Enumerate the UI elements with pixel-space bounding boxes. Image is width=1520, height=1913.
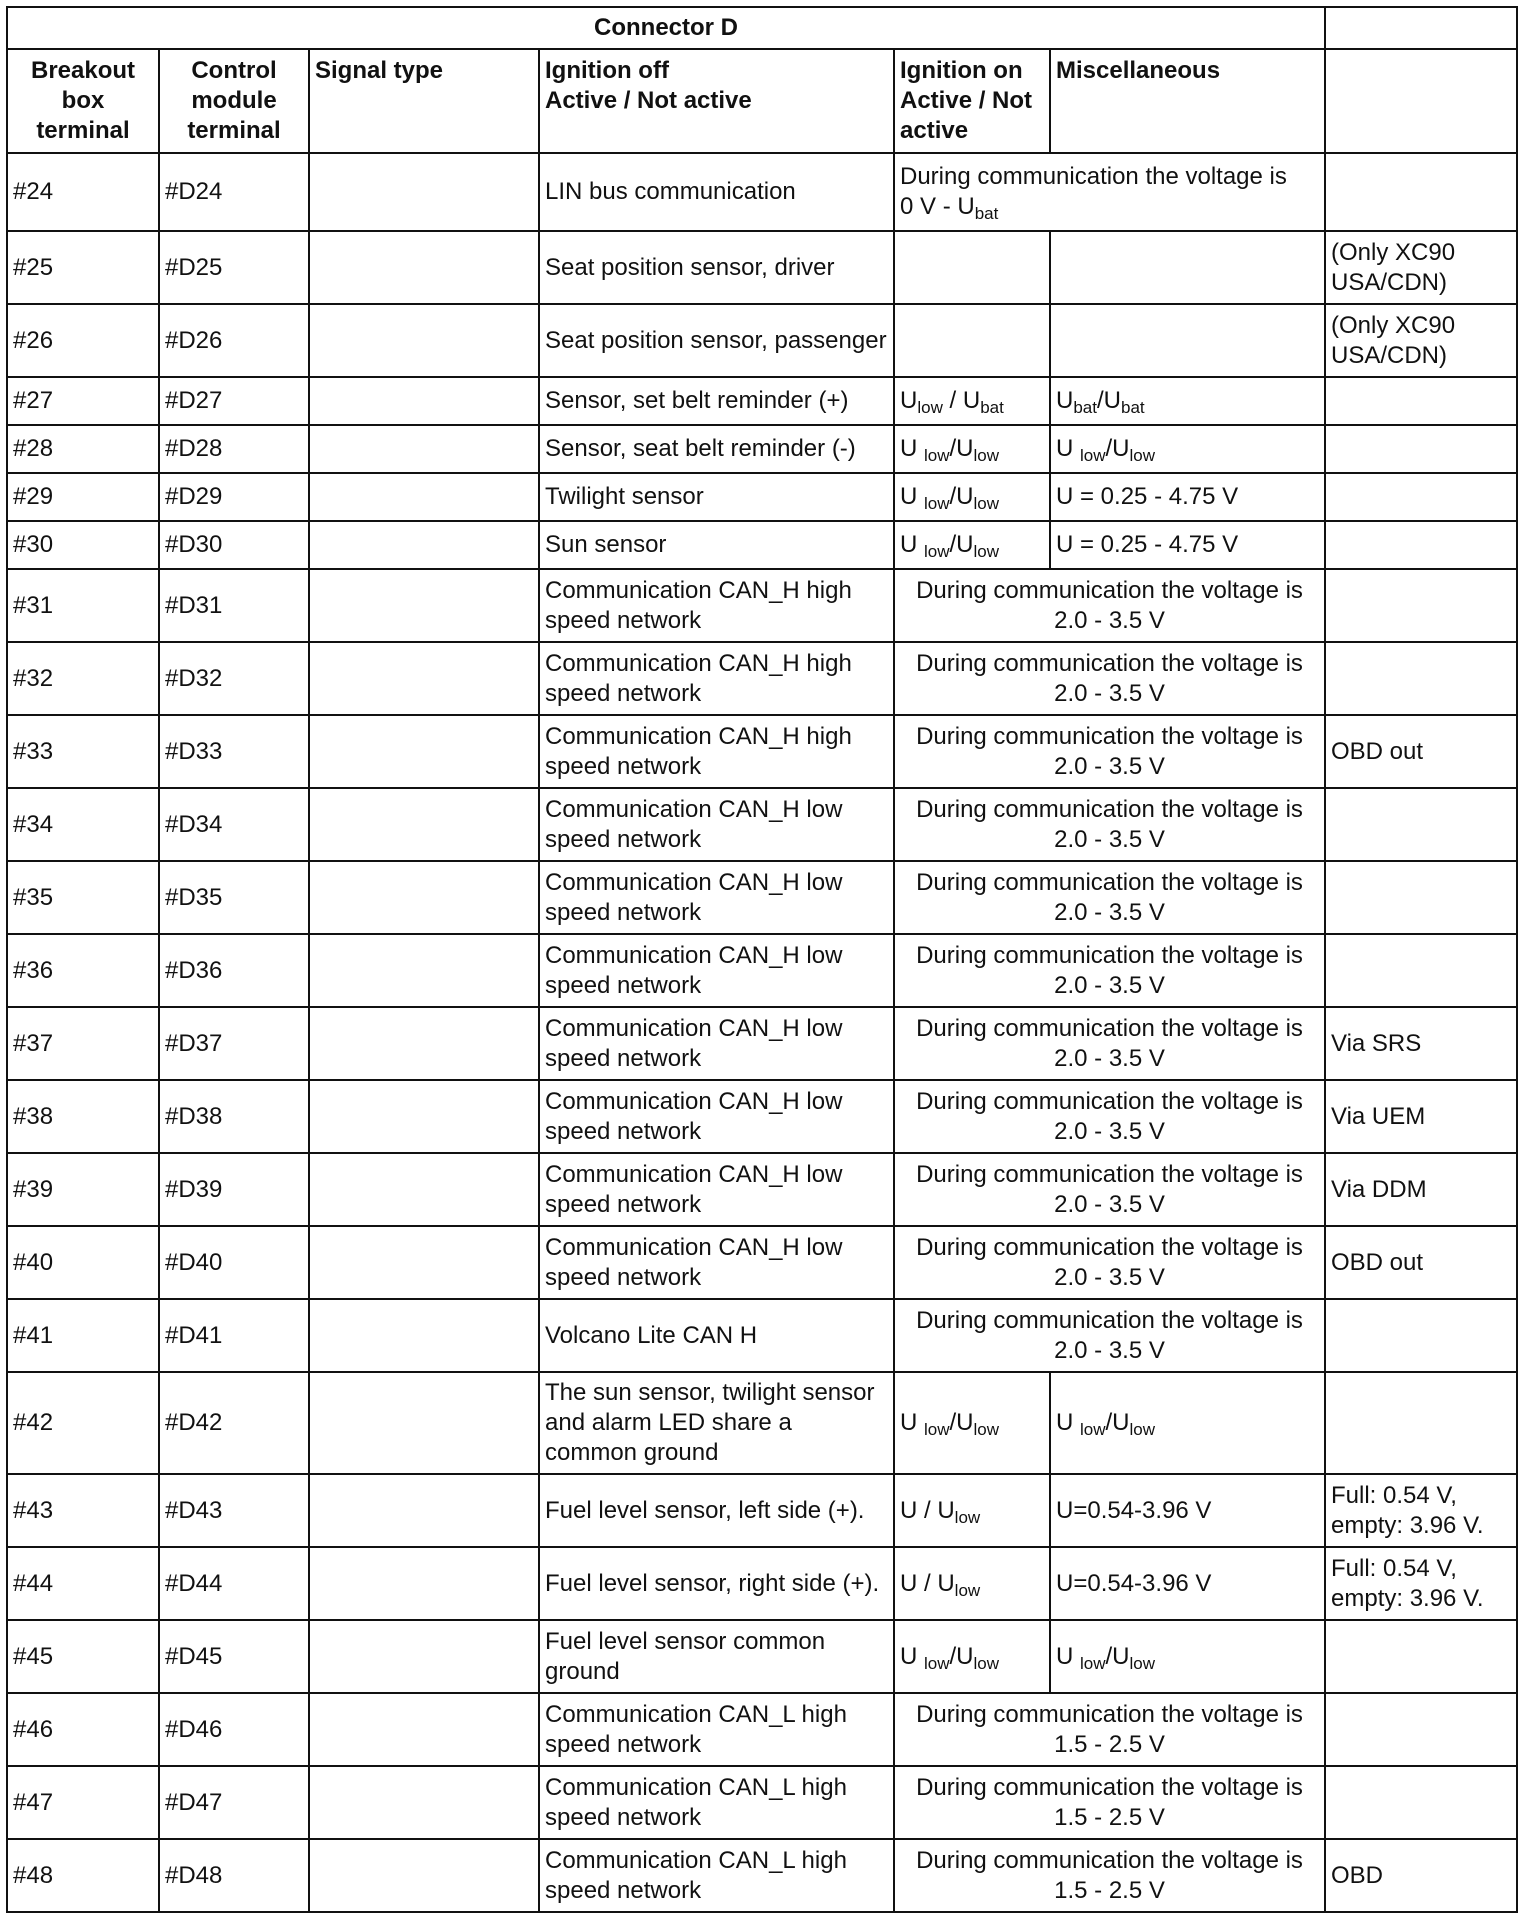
note-cell xyxy=(1325,153,1517,231)
control-terminal-cell: #D37 xyxy=(159,1007,309,1080)
breakout-terminal-cell: #24 xyxy=(7,153,159,231)
table-row xyxy=(7,231,1517,304)
signal-type-cell xyxy=(309,569,539,642)
voltage-line-1: During communication the voltage is xyxy=(916,795,1303,823)
note-cell xyxy=(1325,1620,1517,1693)
breakout-terminal-cell: #48 xyxy=(7,1839,159,1912)
voltage-line-2: 2.0 - 3.5 V xyxy=(1054,606,1165,634)
control-terminal-cell: #D31 xyxy=(159,569,309,642)
control-terminal-cell: #D25 xyxy=(159,231,309,304)
voltage-line-2: 2.0 - 3.5 V xyxy=(1054,898,1165,926)
note-cell xyxy=(1325,934,1517,1007)
control-terminal-cell: #D46 xyxy=(159,1693,309,1766)
control-terminal-cell: #D33 xyxy=(159,715,309,788)
description-cell: Communication CAN_L high speed network xyxy=(539,1693,894,1766)
table-row xyxy=(7,1007,1517,1080)
breakout-terminal-cell: #27 xyxy=(7,377,159,425)
description-cell: Communication CAN_L high speed network xyxy=(539,1839,894,1912)
voltage-merged-cell xyxy=(894,569,1325,642)
control-terminal-cell: #D34 xyxy=(159,788,309,861)
header-ignition-off-line2: Active / Not active xyxy=(545,87,752,114)
header-ignition-on: Ignition on Active / Not active xyxy=(894,49,1050,153)
note-cell xyxy=(1325,1693,1517,1766)
signal-type-cell xyxy=(309,153,539,231)
ignition-on-cell: U $_{low}/U_{low}$ xyxy=(894,425,1050,473)
voltage-line-1: During communication the voltage is xyxy=(916,1087,1303,1115)
description-cell: Fuel level sensor, right side (+). xyxy=(539,1547,894,1620)
table-row xyxy=(7,377,1517,425)
note-cell: Full: 0.54 V, empty: 3.96 V. xyxy=(1325,1474,1517,1547)
description-cell: Communication CAN_H low speed network xyxy=(539,861,894,934)
voltage-merged-cell xyxy=(894,1839,1325,1912)
table-row xyxy=(7,1226,1517,1299)
signal-type-cell xyxy=(309,1839,539,1912)
table-row xyxy=(7,569,1517,642)
voltage-merged-cell xyxy=(894,1299,1325,1372)
signal-type-cell xyxy=(309,1693,539,1766)
table-row xyxy=(7,715,1517,788)
voltage-line-2: 1.5 - 2.5 V xyxy=(1054,1803,1165,1831)
breakout-terminal-cell: #30 xyxy=(7,521,159,569)
voltage-line-1: During communication the voltage is xyxy=(916,576,1303,604)
table-row xyxy=(7,1766,1517,1839)
voltage-line-1: During communication the voltage is xyxy=(916,1700,1303,1728)
note-cell: OBD out xyxy=(1325,1226,1517,1299)
description-cell: Sun sensor xyxy=(539,521,894,569)
note-cell: Via DDM xyxy=(1325,1153,1517,1226)
control-terminal-cell: #D35 xyxy=(159,861,309,934)
breakout-terminal-cell: #33 xyxy=(7,715,159,788)
breakout-terminal-cell: #45 xyxy=(7,1620,159,1693)
control-terminal-cell: #D28 xyxy=(159,425,309,473)
control-terminal-cell: #D26 xyxy=(159,304,309,377)
miscellaneous-cell xyxy=(1050,304,1325,377)
control-terminal-cell: #D29 xyxy=(159,473,309,521)
table-row xyxy=(7,1474,1517,1547)
signal-type-cell xyxy=(309,1153,539,1226)
ignition-on-cell: U $_{low}/U_{low}$ xyxy=(894,1372,1050,1474)
description-cell: Communication CAN_H low speed network xyxy=(539,1007,894,1080)
breakout-terminal-cell: #37 xyxy=(7,1007,159,1080)
description-cell: Communication CAN_H high speed network xyxy=(539,642,894,715)
ignition-on-cell: U / $U_{low}$ xyxy=(894,1547,1050,1620)
table-row xyxy=(7,153,1517,231)
table-row xyxy=(7,788,1517,861)
voltage-line-2: 1.5 - 2.5 V xyxy=(1054,1876,1165,1904)
voltage-line-1: During communication the voltage is xyxy=(916,868,1303,896)
note-cell xyxy=(1325,788,1517,861)
table-body xyxy=(7,153,1517,1912)
note-cell xyxy=(1325,425,1517,473)
breakout-terminal-cell: #43 xyxy=(7,1474,159,1547)
breakout-terminal-cell: #35 xyxy=(7,861,159,934)
control-terminal-cell: #D30 xyxy=(159,521,309,569)
description-cell: Sensor, seat belt reminder (-) xyxy=(539,425,894,473)
voltage-merged-cell xyxy=(894,642,1325,715)
header-breakout-box-terminal: Breakout box terminal xyxy=(7,49,159,153)
control-terminal-cell: #D47 xyxy=(159,1766,309,1839)
breakout-terminal-cell: #47 xyxy=(7,1766,159,1839)
ignition-on-cell xyxy=(894,304,1050,377)
note-cell xyxy=(1325,521,1517,569)
miscellaneous-cell: U $_{low}/U_{low}$ xyxy=(1050,1620,1325,1693)
ignition-on-cell: U $_{low}/U_{low}$ xyxy=(894,521,1050,569)
signal-type-cell xyxy=(309,1372,539,1474)
note-cell xyxy=(1325,1766,1517,1839)
signal-type-cell xyxy=(309,1080,539,1153)
control-terminal-cell: #D32 xyxy=(159,642,309,715)
voltage-line-1: During communication the voltage is xyxy=(916,1306,1303,1334)
table-row xyxy=(7,1080,1517,1153)
breakout-terminal-cell: #25 xyxy=(7,231,159,304)
note-cell: OBD out xyxy=(1325,715,1517,788)
description-cell: Twilight sensor xyxy=(539,473,894,521)
signal-type-cell xyxy=(309,231,539,304)
miscellaneous-cell: U $_{low}/U_{low}$ xyxy=(1050,1372,1325,1474)
description-cell: Seat position sensor, driver xyxy=(539,231,894,304)
voltage-merged-cell xyxy=(894,861,1325,934)
description-cell: Communication CAN_H low speed network xyxy=(539,788,894,861)
description-cell: Communication CAN_H low speed network xyxy=(539,1080,894,1153)
control-terminal-cell: #D38 xyxy=(159,1080,309,1153)
header-signal-type: Signal type xyxy=(309,49,539,153)
control-terminal-cell: #D40 xyxy=(159,1226,309,1299)
breakout-terminal-cell: #29 xyxy=(7,473,159,521)
breakout-terminal-cell: #39 xyxy=(7,1153,159,1226)
header-miscellaneous: Miscellaneous xyxy=(1050,49,1325,153)
description-cell: Communication CAN_H high speed network xyxy=(539,715,894,788)
breakout-terminal-cell: #44 xyxy=(7,1547,159,1620)
voltage-line-2: 2.0 - 3.5 V xyxy=(1054,1190,1165,1218)
control-terminal-cell: #D41 xyxy=(159,1299,309,1372)
breakout-terminal-cell: #40 xyxy=(7,1226,159,1299)
voltage-line-2: 2.0 - 3.5 V xyxy=(1054,1263,1165,1291)
voltage-line-1: During communication the voltage is xyxy=(916,941,1303,969)
signal-type-cell xyxy=(309,715,539,788)
voltage-merged-cell xyxy=(894,788,1325,861)
control-terminal-cell: #D24 xyxy=(159,153,309,231)
breakout-terminal-cell: #46 xyxy=(7,1693,159,1766)
table-row xyxy=(7,1372,1517,1474)
miscellaneous-cell: U=0.54-3.96 V xyxy=(1050,1474,1325,1547)
breakout-terminal-cell: #32 xyxy=(7,642,159,715)
voltage-line-1: During communication the voltage is xyxy=(916,1014,1303,1042)
voltage-line-1: During communication the voltage is xyxy=(916,722,1303,750)
breakout-terminal-cell: #41 xyxy=(7,1299,159,1372)
table-row xyxy=(7,642,1517,715)
note-cell xyxy=(1325,569,1517,642)
breakout-terminal-cell: #31 xyxy=(7,569,159,642)
table-row xyxy=(7,1693,1517,1766)
control-terminal-cell: #D48 xyxy=(159,1839,309,1912)
voltage-merged-cell xyxy=(894,715,1325,788)
description-cell: Communication CAN_H low speed network xyxy=(539,1153,894,1226)
miscellaneous-cell: U = 0.25 - 4.75 V xyxy=(1050,521,1325,569)
voltage-line-1: During communication the voltage is xyxy=(916,1846,1303,1874)
signal-type-cell xyxy=(309,1226,539,1299)
header-control-module-terminal: Control module terminal xyxy=(159,49,309,153)
table-row xyxy=(7,1299,1517,1372)
description-cell: Fuel level sensor, left side (+). xyxy=(539,1474,894,1547)
signal-type-cell xyxy=(309,934,539,1007)
table-row xyxy=(7,521,1517,569)
note-cell xyxy=(1325,1299,1517,1372)
description-cell: Sensor, set belt reminder (+) xyxy=(539,377,894,425)
table-row xyxy=(7,1839,1517,1912)
control-terminal-cell: #D36 xyxy=(159,934,309,1007)
voltage-line-2: 1.5 - 2.5 V xyxy=(1054,1730,1165,1758)
description-cell: Seat position sensor, passenger xyxy=(539,304,894,377)
ignition-on-cell: U $_{low}/U_{low}$ xyxy=(894,1620,1050,1693)
note-cell xyxy=(1325,642,1517,715)
breakout-terminal-cell: #42 xyxy=(7,1372,159,1474)
voltage-line-2: 2.0 - 3.5 V xyxy=(1054,679,1165,707)
description-cell: Volcano Lite CAN H xyxy=(539,1299,894,1372)
voltage-line-1: During communication the voltage is xyxy=(916,1773,1303,1801)
breakout-terminal-cell: #34 xyxy=(7,788,159,861)
note-cell: OBD xyxy=(1325,1839,1517,1912)
description-cell: Communication CAN_H low speed network xyxy=(539,1226,894,1299)
table-row xyxy=(7,934,1517,1007)
table-row xyxy=(7,1547,1517,1620)
voltage-merged-cell xyxy=(894,1080,1325,1153)
description-cell: Communication CAN_H high speed network xyxy=(539,569,894,642)
signal-type-cell xyxy=(309,1766,539,1839)
miscellaneous-cell xyxy=(1050,231,1325,304)
voltage-line-2: 2.0 - 3.5 V xyxy=(1054,825,1165,853)
signal-type-cell xyxy=(309,521,539,569)
voltage-line-2: 0 V - $U_{bat}$ xyxy=(900,193,999,223)
table-row xyxy=(7,861,1517,934)
description-cell: LIN bus communication xyxy=(539,153,894,231)
connector-d-table xyxy=(6,6,1518,1913)
description-cell: Fuel level sensor common ground xyxy=(539,1620,894,1693)
signal-type-cell xyxy=(309,304,539,377)
breakout-terminal-cell: #38 xyxy=(7,1080,159,1153)
note-cell xyxy=(1325,473,1517,521)
signal-type-cell xyxy=(309,1547,539,1620)
voltage-line-2: 2.0 - 3.5 V xyxy=(1054,1044,1165,1072)
signal-type-cell xyxy=(309,788,539,861)
note-cell xyxy=(1325,377,1517,425)
signal-type-cell xyxy=(309,1474,539,1547)
table-row xyxy=(7,1153,1517,1226)
signal-type-cell xyxy=(309,1620,539,1693)
voltage-line-2: 2.0 - 3.5 V xyxy=(1054,1117,1165,1145)
voltage-line-1: During communication the voltage is xyxy=(916,1160,1303,1188)
table-title: Connector D xyxy=(7,7,1325,49)
ignition-on-cell: U $_{low}/U_{low}$ xyxy=(894,473,1050,521)
table-row xyxy=(7,304,1517,377)
voltage-merged-cell xyxy=(894,1153,1325,1226)
voltage-line-2: 2.0 - 3.5 V xyxy=(1054,1336,1165,1364)
signal-type-cell xyxy=(309,1007,539,1080)
voltage-line-2: 2.0 - 3.5 V xyxy=(1054,752,1165,780)
control-terminal-cell: #D39 xyxy=(159,1153,309,1226)
control-terminal-cell: #D27 xyxy=(159,377,309,425)
header-ignition-off-line1: Ignition off xyxy=(545,57,669,84)
voltage-merged-cell xyxy=(894,153,1325,231)
header-notes xyxy=(1325,49,1517,153)
control-terminal-cell: #D44 xyxy=(159,1547,309,1620)
note-cell: Via SRS xyxy=(1325,1007,1517,1080)
voltage-merged-cell xyxy=(894,1766,1325,1839)
table-row xyxy=(7,1620,1517,1693)
note-cell xyxy=(1325,1372,1517,1474)
voltage-merged-cell xyxy=(894,934,1325,1007)
breakout-terminal-cell: #28 xyxy=(7,425,159,473)
miscellaneous-cell: U $_{low}/U_{low}$ xyxy=(1050,425,1325,473)
note-cell: (Only XC90 USA/CDN) xyxy=(1325,304,1517,377)
description-cell: The sun sensor, twilight sensor and alarm LED share a common ground xyxy=(539,1372,894,1474)
voltage-merged-cell xyxy=(894,1693,1325,1766)
miscellaneous-cell: U = 0.25 - 4.75 V xyxy=(1050,473,1325,521)
voltage-merged-cell xyxy=(894,1007,1325,1080)
description-cell: Communication CAN_H low speed network xyxy=(539,934,894,1007)
header-ignition-off xyxy=(539,49,894,153)
signal-type-cell xyxy=(309,377,539,425)
ignition-on-cell: U / $U_{low}$ xyxy=(894,1474,1050,1547)
description-cell: Communication CAN_L high speed network xyxy=(539,1766,894,1839)
note-cell: (Only XC90 USA/CDN) xyxy=(1325,231,1517,304)
signal-type-cell xyxy=(309,473,539,521)
signal-type-cell xyxy=(309,1299,539,1372)
note-cell xyxy=(1325,861,1517,934)
table-row xyxy=(7,425,1517,473)
miscellaneous-cell: U=0.54-3.96 V xyxy=(1050,1547,1325,1620)
ignition-on-cell xyxy=(894,231,1050,304)
control-terminal-cell: #D43 xyxy=(159,1474,309,1547)
miscellaneous-cell: $U_{bat}/U_{bat}$ xyxy=(1050,377,1325,425)
voltage-line-1: During communication the voltage is xyxy=(900,163,1287,190)
breakout-terminal-cell: #36 xyxy=(7,934,159,1007)
signal-type-cell xyxy=(309,425,539,473)
control-terminal-cell: #D42 xyxy=(159,1372,309,1474)
ignition-on-cell: $U_{low} / U_{bat}$ xyxy=(894,377,1050,425)
voltage-line-1: During communication the voltage is xyxy=(916,649,1303,677)
voltage-line-1: During communication the voltage is xyxy=(916,1233,1303,1261)
note-cell: Via UEM xyxy=(1325,1080,1517,1153)
note-cell: Full: 0.54 V, empty: 3.96 V. xyxy=(1325,1547,1517,1620)
title-spacer-cell xyxy=(1325,7,1517,49)
voltage-line-2: 2.0 - 3.5 V xyxy=(1054,971,1165,999)
voltage-merged-cell xyxy=(894,1226,1325,1299)
table-row xyxy=(7,473,1517,521)
control-terminal-cell: #D45 xyxy=(159,1620,309,1693)
signal-type-cell xyxy=(309,642,539,715)
breakout-terminal-cell: #26 xyxy=(7,304,159,377)
signal-type-cell xyxy=(309,861,539,934)
